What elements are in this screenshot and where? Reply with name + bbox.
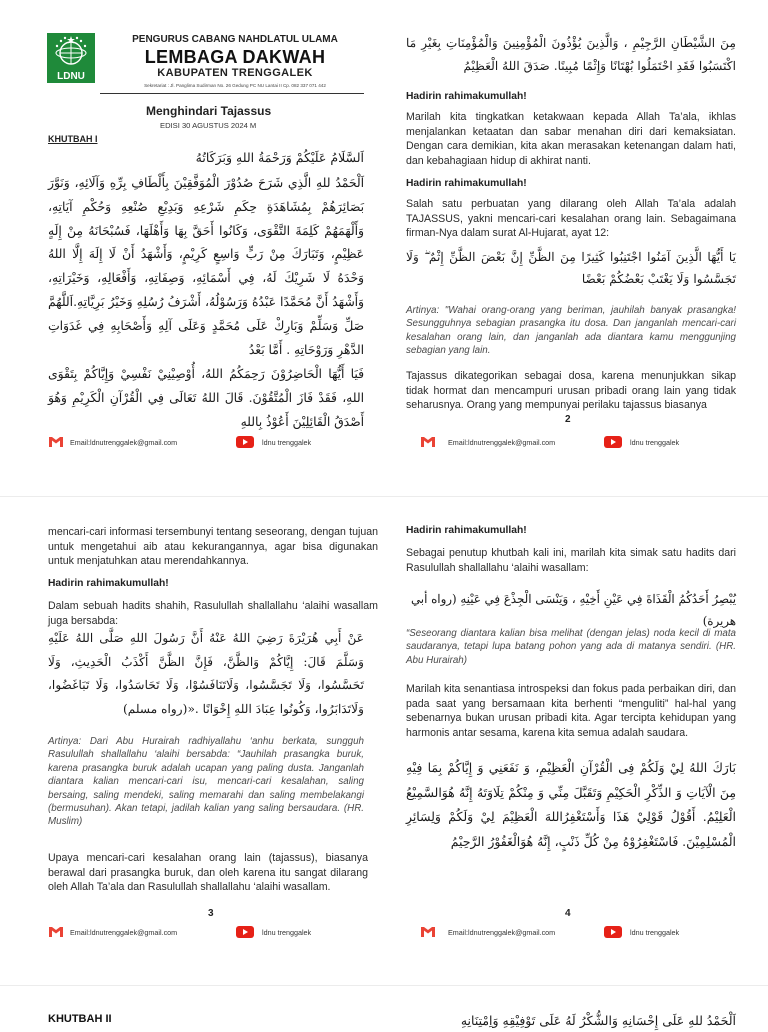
heading-hadirin-1: Hadirin rahimakumullah! <box>406 91 527 102</box>
arabic-closing-doa: بَارَكَ اللهُ لِيْ وَلَكُمْ فِى الْقُرْآنِ الْعَظِيْمِ، وَ نَفَعَنِي وَ إِيَّاكُمْ بِمَا فِيْهِ مِنَ الْآيَاتِ وَ الذِّكْرِ الْحَكِيْمِ وَتَقَبَّلَ مِنِّي وَ مِنْكُمْ تِلَاوَتَهُ إِنَّهُ هُوَالسَّمِيْعُ الْعَلِيْمُ. أَقُوْلُ قَوْلِيْ هَذَا وَأَسْتَغْفِرُاللهَ الْعَظِيْمَ لِيْ وَلَكُمْ وَلِسَائِرِ الْمُسْلِمِيْنَ. فَاسْتَغْفِرُوْهُ مِنْ كُلِّ ذَنْبٍ، إِنَّهُ هُوَالْغَفُوْرُ الرَّحِيْمُ <box>406 760 736 849</box>
heading-hadirin-2: Hadirin rahimakumullah! <box>406 178 527 189</box>
logo-text: LDNU <box>47 71 95 83</box>
youtube-icon[interactable] <box>604 436 622 448</box>
page-5 <box>0 1000 768 1028</box>
paragraph-prasangka: Upaya mencari-cari kesalahan orang lain (tajassus), biasanya berawal dari prasangka buruk, dan oleh karena itu sangat dilarang oleh Allah Ta’ala dan Rasulullah shallallahu ‘alaihi wasallam. <box>48 852 368 894</box>
org-region: KABUPATEN TRENGGALEK <box>157 67 313 79</box>
heading-hadirin: Hadirin rahimakumullah! <box>406 525 527 536</box>
arabic-hamdalah: اَلْحَمْدُ للهِ الَّذِي شَرَحَ صُدُوْرَ الْمُوَفَّقِيْنَ بِأَلْطَافِ بِرِّهِ وَآلَائِهِ، وَنَوَّرَ بَصَائِرَهُمْ بِمُشَاهَدَةِ حِكَمِ شَرْعِهِ وَبَدِيْعِ صُنْعِهِ وَحُكْمِ آيَاتِهِ، وَأَلْهَمَهُمْ كَلِمَةَ التَّقْوَى، وَكَانُوا أَحَقَّ بِهَا وَأَهْلَهَا، فَسُبْحَانَهُ مِنْ إِلَهٍ عَظِيْمٍ، وَتَبَارَكَ مِنْ رَبٍّ وَاسِعٍ كَرِيْمٍ، وَأَشْهَدُ أَنْ لَا إِلَهَ إِلَّا اللهُ وَحْدَهُ لَا شَرِيْكَ لَهُ، فِي أَسْمَائِهِ، وَصِفَاتِهِ، وَأَفْعَالِهِ، وَخَيْرَاتِهِ، وَأَشْهَدُ أَنَّ مُحَمَّدًا عَبْدُهُ وَرَسُوْلُهُ، أَشْرَفُ رُسُلِهِ وَخَيْرُ بَرِيَّاتِهِ.اَللَّهُمَّ صَلِّ وَسَلِّمْ وَبَارِكْ عَلَى مُحَمَّدٍ وَعَلَى آلِهِ وَأَصْحَابِهِ فِي غَدَوَاتِ الدَّهْرِ وَرَوْحَاتِهِ . أَمَّا بَعْدُ <box>48 176 364 357</box>
heading-hadirin: Hadirin rahimakumullah! <box>48 578 169 589</box>
paragraph-tajassus: Salah satu perbuatan yang dilarang oleh Allah Ta’ala adalah TAJASSUS, yakni mencari-cari kesalahan orang lain. Sebagaimana firman-Nya dalam surat Al-Hujarat, ayat 12: <box>406 198 736 240</box>
page-number: 2 <box>565 414 571 425</box>
paragraph-hadits-intro: Dalam sebuah hadits shahih, Rasulullah shallallahu ‘alaihi wasallam juga bersabda: <box>48 600 378 627</box>
paragraph-penutup: Sebagai penutup khutbah kali ini, marilah kita simak satu hadits dari Rasulullah shallallahu ‘alaihi wasallam: <box>406 547 736 574</box>
footer-email[interactable]: Email:ldnutrenggalek@gmail.com <box>70 928 178 937</box>
page-number: 3 <box>208 908 214 919</box>
org-address: Sekretariat : Jl. Panglima Sudirman No. 26 Gedung PC NU Lantai II Cp. 082 337 071 442 <box>144 83 326 88</box>
org-title: LEMBAGA DAKWAH <box>144 47 326 67</box>
article-title: Menghindari Tajassus <box>146 104 272 118</box>
youtube-icon[interactable] <box>236 436 254 448</box>
arabic-ayah-top: مِنَ الشَّيْطَانِ الرَّجِيْمِ ، وَالَّذِينَ يُؤْذُونَ الْمُؤْمِنِينَ وَالْمُؤْمِنَاتِ بِغَيْرِ مَا اكْتَسَبُوا فَقَدِ احْتَمَلُوا بُهْتَانًا وَإِثْمًا مُبِينًا. صَدَقَ اللهُ الْعَظِيْمُ <box>406 36 736 73</box>
nu-emblem-icon <box>47 33 95 73</box>
org-line: PENGURUS CABANG NAHDLATUL ULAMA <box>132 34 338 45</box>
paragraph-takwa: Marilah kita tingkatkan ketakwaan kepada Allah Ta’ala, ikhlas menjalankan ketaatan dan sabar menahan diri dari kemaksiatan. Dengan cara demikian, kita akan merasakan ketenangan dalam hati, dan kebahagiaan hidup di akhirat nanti. <box>406 111 736 167</box>
youtube-icon[interactable] <box>604 926 622 938</box>
page-3 <box>0 500 384 960</box>
arabic-salam: اَلسَّلَامُ عَلَيْكُمْ وَرَحْمَةُ اللهِ وَبَرَكَاتُهُ <box>195 150 364 165</box>
page-number: 4 <box>565 908 571 919</box>
page-divider <box>0 985 768 986</box>
page-4 <box>384 500 768 960</box>
footer <box>420 926 730 940</box>
footer-email[interactable]: Email:ldnutrenggalek@gmail.com <box>448 438 556 447</box>
footer <box>420 436 730 450</box>
footer-email[interactable]: Email:ldnutrenggalek@gmail.com <box>70 438 178 447</box>
header-rule <box>100 93 364 94</box>
footer-youtube[interactable]: ldnu trenggalek <box>262 928 312 937</box>
footer <box>48 926 358 940</box>
gmail-icon[interactable] <box>48 436 64 448</box>
page-1 <box>0 0 384 470</box>
section-heading: KHUTBAH I <box>48 134 98 144</box>
gmail-icon[interactable] <box>420 926 436 938</box>
arabic-hadith-muslim: عَنْ أَبِي هُرَيْرَةَ رَضِيَ اللهُ عَنْهُ أَنَّ رَسُولَ اللهِ صَلَّى اللهُ عَلَيْهِ وَسَلَّمَ قَالَ: إِيَّاكُمْ وَالظَّنَّ، فَإِنَّ الظَّنَّ أَكْذَبُ الْحَدِيثِ، وَلَا تَحَسَّسُوا، وَلَا تَجَسَّسُوا، وَلَاتَنَافَسُوْا، وَلَا تَحَاسَدُوا، وَلَا تَبَاغَضُوا، وَلَاتَدَابَرُوا، وَكُونُوا عِبَادَ اللهِ إِخْوَانًا .«(رواه مسلم) <box>48 631 364 716</box>
translation-hadith: Artinya: Dari Abu Hurairah radhiyallahu ‘anhu berkata, sungguh Rasulullah shallallahu ‘alaihi bersabda: “Jauhilah prasangka buruk, karena prasangka buruk adalah ucapan yang paling dusta. Janganlah diantara kalian mencari-cari isu, mencari-cari kesalahan, saling bersaing, saling mendeki, saling memarahi dan saling membelakangi (bermusuhan). Akan tetapi, jadilah kalian yang saling bersaudara. (HR. Muslim) <box>48 736 364 828</box>
page-divider <box>0 496 768 497</box>
arabic-verse-hujurat: يَا أَيُّهَا الَّذِينَ آمَنُوا اجْتَنِبُوا كَثِيرًا مِنَ الظَّنِّ إِنَّ بَعْضَ الظَّنِّ إِثْمٌ ۖ وَلَا تَجَسَّسُوا وَلَا يَغْتَبْ بَعْضُكُمْ بَعْضًا <box>406 250 736 286</box>
page-2 <box>384 0 768 470</box>
footer <box>48 436 358 450</box>
translation-hadith: “Seseorang diantara kalian bisa melihat (dengan jelas) noda kecil di mata saudaranya, tetapi lupa batang pohon yang ada di matanya sendiri. (HR. Abu Hurairah) <box>406 628 736 666</box>
footer-youtube[interactable]: ldnu trenggalek <box>262 438 312 447</box>
paragraph-introspeksi: Marilah kita senantiasa introspeksi dan fokus pada perbaikan diri, dan pada saat yang bersamaan kita berhenti “menguliti” hal-hal yang sebenarnya bukan urusan pribadi kita. Agar tercipta kehidupan yang harmonis antar sesama, karena kita semua adalah saudara. <box>406 683 736 739</box>
translation-verse: Artinya: "Wahai orang-orang yang beriman, jauhilah banyak prasangka! Sesungguhnya sebagian prasangka itu dosa. Dan janganlah mencari-cari kesalahan orang lain, dan janganlah ada diantara kamu menggunjing sebagian yang lain. <box>406 305 736 357</box>
footer-youtube[interactable]: ldnu trenggalek <box>630 438 680 447</box>
paragraph-tajassus-dosa: Tajassus dikategorikan sebagai dosa, karena menunjukkan sikap tidak hormat dan mencampuri urusan pribadi orang lain yang tidak seharusnya. Orang yang mempunyai perilaku tajassus biasanya <box>406 370 736 412</box>
paragraph-informasi: mencari-cari informasi tersembunyi tentang seseorang, dengan tujuan untuk mengetahui aib atau kekurangannya, agar bisa digunakan untuk menjatuhkan atau merendahkannya. <box>48 526 378 568</box>
gmail-icon[interactable] <box>420 436 436 448</box>
section-heading-khutbah-2: KHUTBAH II <box>48 1013 112 1025</box>
gmail-icon[interactable] <box>48 926 64 938</box>
arabic-wasiat: فَيَا أَيُّهَا الْحَاضِرُوْنَ رَحِمَكُمُ اللهُ، أُوْصِيْنِيْ نَفْسِيْ وَإِيَّاكُمْ بِتَقْوَى اللهِ، فَقَدْ فَازَ الْمُتَّقُوْنَ. قَالَ اللهُ تَعَالَى فِي الْقُرْآنِ الْكَرِيْمِ وَهُوَ أَصْدَقُ الْقَائِلِيْنَ أَعُوْذُ بِاللهِ <box>48 367 364 429</box>
ldnu-logo <box>47 33 95 83</box>
arabic-khutbah-2-start: اَلْحَمْدُ للهِ عَلَى إِحْسَانِهِ وَالشُّكْرُ لَهُ عَلَى تَوْفِيْقِهِ وَاِمْتِنَانِهِ <box>460 1013 736 1028</box>
youtube-icon[interactable] <box>236 926 254 938</box>
arabic-hadith-qadzah: يُبْصِرُ أَحَدُكُمُ الْقَذَاةَ فِي عَيْنِ أَخِيْهِ ، وَيَنْسَى الْجِذْعَ فِي عَيْنِهِ (رواه أبي هريرة) <box>410 592 736 628</box>
footer-youtube[interactable]: ldnu trenggalek <box>630 928 680 937</box>
footer-email[interactable]: Email:ldnutrenggalek@gmail.com <box>448 928 556 937</box>
edition-date: EDISI 30 AGUSTUS 2024 M <box>160 121 257 130</box>
